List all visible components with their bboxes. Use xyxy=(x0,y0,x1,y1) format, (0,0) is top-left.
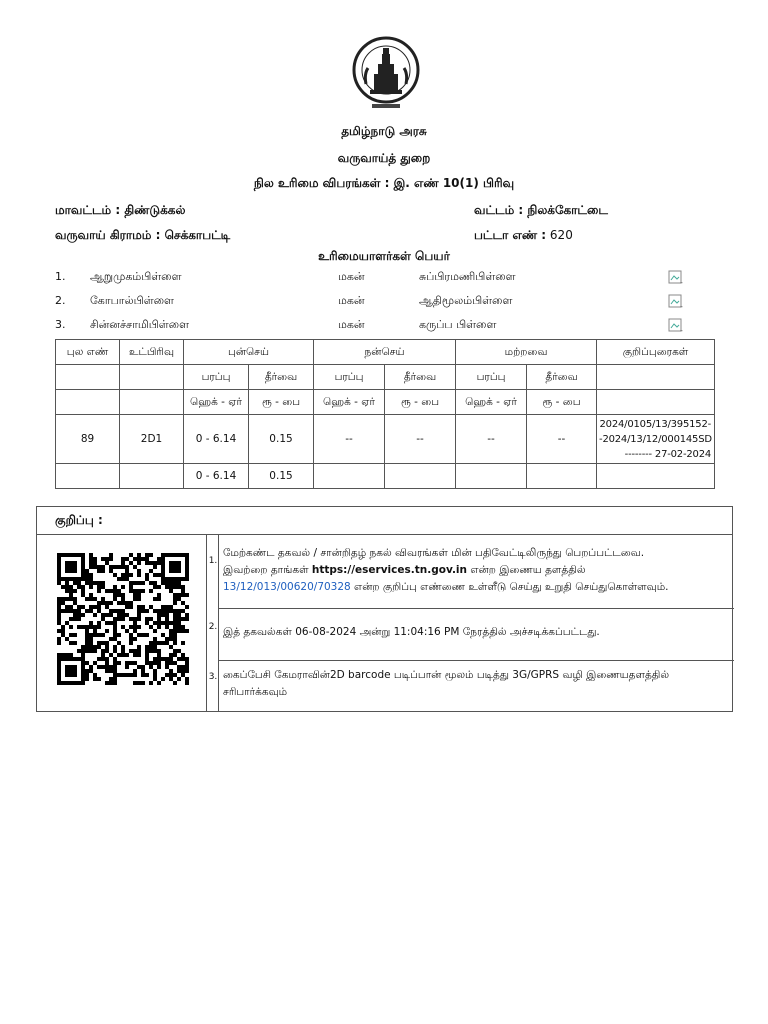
header-subdivision: உட்பிரிவு xyxy=(120,340,184,365)
remark-line: 2024/0105/13/395152- xyxy=(599,418,712,430)
header-survey-no: புல எண் xyxy=(56,340,120,365)
district-label: மாவட்டம் : திண்டுக்கல் xyxy=(55,203,186,217)
header-remarks: குறிப்புரைகள் xyxy=(597,340,715,365)
patta-number xyxy=(474,228,573,244)
punsei-area: 0 - 6.14 xyxy=(184,415,249,464)
note-text: இவற்றை தாங்கள் https://eservices.tn.gov.in என்ற இணைய தளத்தில் xyxy=(223,564,586,576)
reference-number-link[interactable]: 13/12/013/00620/70328 xyxy=(223,581,351,593)
eservices-url[interactable]: https://eservices.tn.gov.in xyxy=(311,564,468,576)
owner-father-name: ஆதிமூலம்பிள்ளை xyxy=(419,294,513,307)
taluk-label: வட்டம் : நிலக்கோட்டை xyxy=(474,203,608,217)
qr-code-icon xyxy=(57,553,189,685)
broken-image-icon xyxy=(668,318,684,334)
owner-name: சின்னச்சாமிபிள்ளை xyxy=(90,318,189,331)
note-text: மேற்கண்ட தகவல் / சான்றிதழ் நகல் விவரங்கள் மின் பதிவேட்டிலிருந்து பெறப்பட்டவை. xyxy=(223,547,645,559)
header-area: பரப்பு xyxy=(456,365,527,390)
owner-relation: மகன் xyxy=(338,294,365,307)
subdivision: 2D1 xyxy=(120,415,184,464)
notes-heading: குறிப்பு : xyxy=(55,513,103,527)
nansei-tax: -- xyxy=(385,415,456,464)
table-units-row xyxy=(56,390,715,415)
owner-number: 1. xyxy=(55,270,66,283)
remark-line: -2024/13/12/000145SD xyxy=(599,433,712,445)
unit-area: ஹெக் - ஏர் xyxy=(314,390,385,415)
header-punsei: புன்செய் xyxy=(184,340,314,365)
document-title: நில உரிமை விபரங்கள் : இ. எண் 10(1) பிரிவு xyxy=(253,176,515,190)
owner-father-name: சுப்பிரமணிபிள்ளை xyxy=(419,270,516,283)
note-number: 1. xyxy=(208,556,218,566)
broken-image-icon xyxy=(668,294,684,310)
qr-cell xyxy=(37,535,207,711)
header-others: மற்றவை xyxy=(456,340,597,365)
note-item xyxy=(208,535,734,609)
owner-name: ஆறுமுகம்பிள்ளை xyxy=(90,270,182,283)
svg-text:-: - xyxy=(680,302,683,310)
table-header-row xyxy=(56,340,715,365)
owner-number: 3. xyxy=(55,318,66,331)
header-area: பரப்பு xyxy=(184,365,249,390)
owner-number: 2. xyxy=(55,294,66,307)
notes-header xyxy=(37,507,732,535)
total-punsei-tax: 0.15 xyxy=(249,464,314,489)
others-tax: -- xyxy=(527,415,597,464)
unit-area: ஹெக் - ஏர் xyxy=(456,390,527,415)
note-text: 13/12/013/00620/70328 என்ற குறிப்பு எண்ணை உள்ளீடு செய்து உறுதி செய்துகொள்ளவும். xyxy=(223,581,669,593)
note-number: 3. xyxy=(208,672,218,682)
punsei-tax: 0.15 xyxy=(249,415,314,464)
owner-name: கோபால்பிள்ளை xyxy=(90,294,174,307)
owner-relation: மகன் xyxy=(338,270,365,283)
village-label: வருவாய் கிராமம் : செக்காபட்டி xyxy=(55,228,231,242)
patta-label: பட்டா எண் : xyxy=(474,228,547,242)
table-row xyxy=(56,415,715,464)
svg-text:-: - xyxy=(680,278,683,286)
unit-area: ஹெக் - ஏர் xyxy=(184,390,249,415)
tn-emblem-icon xyxy=(352,34,420,120)
remarks-cell xyxy=(597,415,715,464)
note-text: கைப்பேசி கேமராவின்2D barcode படிப்பான் மூலம் படித்து 3G/GPRS வழி இணையதளத்தில் xyxy=(223,669,670,681)
department-name: வருவாய்த் துறை xyxy=(337,151,431,165)
note-item xyxy=(208,661,734,711)
owners-heading: உரிமையாளர்கள் பெயர் xyxy=(318,249,450,263)
note-number: 2. xyxy=(208,622,218,632)
header-tax: தீர்வை xyxy=(385,365,456,390)
owner-father-name: கருப்ப பிள்ளை xyxy=(419,318,497,331)
table-subheader-row xyxy=(56,365,715,390)
survey-number: 89 xyxy=(56,415,120,464)
header-tax: தீர்வை xyxy=(527,365,597,390)
table-total-row xyxy=(56,464,715,489)
notes-box xyxy=(36,506,733,712)
government-name: தமிழ்நாடு அரசு xyxy=(341,124,427,138)
unit-tax: ரூ - பை xyxy=(249,390,314,415)
unit-tax: ரூ - பை xyxy=(527,390,597,415)
total-punsei-area: 0 - 6.14 xyxy=(184,464,249,489)
broken-image-icon xyxy=(668,270,684,286)
patta-value: 620 xyxy=(549,228,573,242)
note-text: இத் தகவல்கள் 06-08-2024 அன்று 11:04:16 PM நேரத்தில் அச்சடிக்கப்பட்டது. xyxy=(223,626,600,638)
nansei-area: -- xyxy=(314,415,385,464)
header-tax: தீர்வை xyxy=(249,365,314,390)
note-text: சரிபார்க்கவும் xyxy=(223,686,288,698)
land-details-table xyxy=(55,339,715,489)
svg-text:-: - xyxy=(680,326,683,334)
header-nansei: நன்செய் xyxy=(314,340,456,365)
unit-tax: ரூ - பை xyxy=(385,390,456,415)
header-area: பரப்பு xyxy=(314,365,385,390)
remark-line: -------- 27-02-2024 xyxy=(624,448,712,460)
note-item xyxy=(208,609,734,661)
owner-relation: மகன் xyxy=(338,318,365,331)
others-area: -- xyxy=(456,415,527,464)
